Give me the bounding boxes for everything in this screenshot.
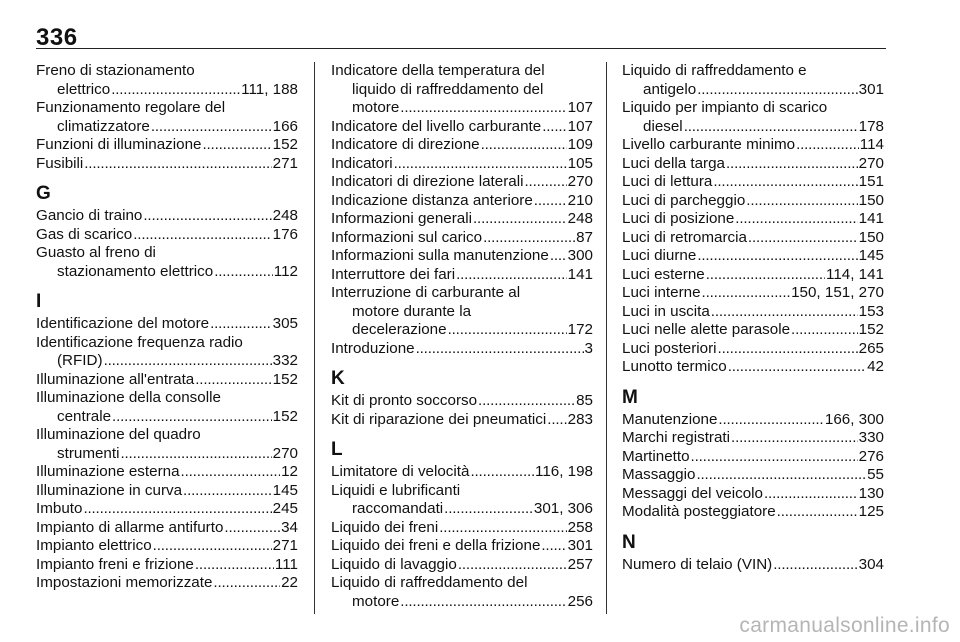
dot-leader xyxy=(133,226,271,245)
dot-leader xyxy=(84,155,271,174)
dot-leader xyxy=(214,263,273,282)
index-entry-text: Luci interne xyxy=(622,284,701,301)
index-page-ref: 125 xyxy=(858,503,884,520)
index-entry-text: Guasto al freno di xyxy=(36,244,156,261)
dot-leader xyxy=(541,537,566,556)
dot-leader xyxy=(183,482,272,501)
dot-leader xyxy=(458,556,567,575)
index-page-ref: 141 xyxy=(858,210,884,227)
index-page-ref: 176 xyxy=(272,225,298,243)
index-entry xyxy=(331,411,593,430)
dot-leader xyxy=(83,500,271,519)
index-letter-heading: I xyxy=(36,291,42,312)
dot-leader xyxy=(684,118,858,137)
dot-leader xyxy=(534,192,567,211)
dot-leader xyxy=(120,445,271,464)
index-page-ref: 150, 151, 270 xyxy=(791,284,884,301)
index-entry xyxy=(331,519,593,538)
dot-leader xyxy=(777,503,858,522)
index-entry-text: Freno di stazionamento xyxy=(36,62,195,79)
index-entry-text: Informazioni sul carico xyxy=(331,228,483,246)
dot-leader xyxy=(473,210,567,229)
index-entry-text: Illuminazione in curva xyxy=(36,481,183,499)
index-page-ref: 42 xyxy=(867,358,884,375)
index-page-ref: 271 xyxy=(272,154,298,172)
index-entry-text: Liquidi e lubrificanti xyxy=(331,481,461,499)
index-entry xyxy=(331,340,593,359)
index-page-ref: 256 xyxy=(567,592,593,610)
dot-leader xyxy=(224,519,280,538)
index-entry-text: Indicatore del livello carburante xyxy=(331,117,542,135)
index-page-ref: 271 xyxy=(272,537,298,554)
index-entry-text: Impianto elettrico xyxy=(36,537,152,554)
index-page-ref: 257 xyxy=(567,555,593,573)
index-page-ref: 152 xyxy=(858,321,884,338)
index-entry xyxy=(622,210,884,229)
index-entry-text: Manutenzione xyxy=(622,410,718,428)
dot-leader xyxy=(702,284,791,303)
index-entry-text: motore durante la xyxy=(352,302,472,320)
index-entry xyxy=(622,284,884,303)
dot-leader xyxy=(791,321,858,340)
index-entry xyxy=(622,155,884,174)
index-entry-text: Luci diurne xyxy=(622,247,697,264)
index-entry-text: Indicatore della temperatura del xyxy=(331,62,545,79)
index-entry-text: diesel xyxy=(643,117,683,135)
index-entry xyxy=(331,574,593,611)
index-page-ref: 152 xyxy=(272,407,298,425)
index-entry xyxy=(622,429,884,448)
index-entry xyxy=(36,226,298,245)
index-entry xyxy=(36,389,298,426)
index-page-ref: 330 xyxy=(858,429,884,446)
index-page-ref: 332 xyxy=(272,352,298,369)
index-entry-text: Informazioni generali xyxy=(331,210,472,227)
index-entry xyxy=(36,426,298,463)
index-page-ref: 166, 300 xyxy=(824,410,884,428)
index-entry xyxy=(36,482,298,501)
index-page-ref: 150 xyxy=(858,228,884,246)
index-page-ref: 152 xyxy=(272,370,298,388)
dot-leader xyxy=(796,136,859,155)
index-page-ref: 116, 198 xyxy=(535,463,593,480)
index-page-ref: 210 xyxy=(567,191,593,209)
index-entry xyxy=(36,463,298,482)
dot-leader xyxy=(202,136,271,155)
index-entry xyxy=(622,192,884,211)
dot-leader xyxy=(718,340,858,359)
index-page-ref: 107 xyxy=(567,99,593,116)
index-page-ref: 151 xyxy=(858,173,884,190)
index-entry xyxy=(331,192,593,211)
index-entry-text: Luci di retromarcia xyxy=(622,228,747,246)
index-entry xyxy=(622,303,884,322)
index-entry xyxy=(331,284,593,340)
index-entry xyxy=(622,229,884,248)
dot-leader xyxy=(697,247,857,266)
dot-leader xyxy=(143,207,271,226)
index-page-ref: 301 xyxy=(567,537,593,554)
index-entry xyxy=(36,315,298,334)
dot-leader xyxy=(773,556,857,575)
dot-leader xyxy=(547,411,566,430)
index-entry-text: Indicatori di direzione laterali xyxy=(331,173,524,190)
index-page-ref: 145 xyxy=(272,481,298,499)
index-letter-heading: G xyxy=(36,183,51,204)
dot-leader xyxy=(444,500,533,519)
index-entry-text: Funzioni di illuminazione xyxy=(36,136,202,153)
index-page-ref: 114 xyxy=(859,136,884,153)
index-page-ref: 270 xyxy=(272,444,298,462)
index-entry-text: motore xyxy=(352,592,400,610)
index-entry xyxy=(331,482,593,519)
index-entry xyxy=(331,266,593,285)
dot-leader xyxy=(112,408,272,427)
index-entry xyxy=(36,207,298,226)
index-page-ref: 109 xyxy=(567,136,593,153)
dot-leader xyxy=(748,229,858,248)
index-page-ref: 172 xyxy=(567,321,593,338)
index-entry xyxy=(331,136,593,155)
index-page-ref: 258 xyxy=(567,518,593,536)
index-page-ref: 130 xyxy=(858,484,884,502)
index-page-ref: 265 xyxy=(858,339,884,357)
index-entry xyxy=(331,62,593,118)
index-entry xyxy=(331,537,593,556)
index-page-ref: 22 xyxy=(281,574,298,591)
index-entry-text: Numero di telaio (VIN) xyxy=(622,555,773,573)
index-entry xyxy=(622,321,884,340)
index-entry-text: Illuminazione esterna xyxy=(36,463,180,480)
index-entry-text: elettrico xyxy=(57,80,111,98)
index-entry-text: Luci della targa xyxy=(622,154,726,172)
index-entry-text: Liquido di lavaggio xyxy=(331,555,457,573)
index-entry xyxy=(36,519,298,538)
index-entry xyxy=(36,500,298,519)
index-entry-text: Funzionamento regolare del xyxy=(36,99,226,116)
index-page-ref: 105 xyxy=(567,154,593,172)
index-column-3 xyxy=(622,62,884,574)
index-entry-text: Luci di posizione xyxy=(622,210,735,227)
dot-leader xyxy=(718,411,823,430)
dot-leader xyxy=(746,192,857,211)
index-entry xyxy=(36,556,298,575)
index-entry-text: Indicatore di direzione xyxy=(331,136,480,153)
dot-leader xyxy=(726,155,858,174)
dot-leader xyxy=(195,371,271,390)
index-entry-text: Modalità posteggiatore xyxy=(622,503,776,520)
index-entry xyxy=(36,574,298,593)
index-entry xyxy=(36,136,298,155)
dot-leader xyxy=(400,99,566,118)
dot-leader xyxy=(524,173,566,192)
index-page-ref: 283 xyxy=(567,410,593,428)
page-number: 336 xyxy=(36,24,78,51)
index-letter-heading: L xyxy=(331,439,343,460)
index-entry-text: Luci nelle alette parasole xyxy=(622,321,791,338)
dot-leader xyxy=(181,463,281,482)
index-entry xyxy=(622,503,884,522)
index-page-ref: 270 xyxy=(567,173,593,190)
index-entry-text: Illuminazione del quadro xyxy=(36,426,201,443)
index-page-ref: 111 xyxy=(274,555,298,573)
index-entry xyxy=(36,244,298,281)
index-entry-text: Interruttore dei fari xyxy=(331,265,456,283)
index-page-ref: 304 xyxy=(858,555,884,573)
index-page-ref: 305 xyxy=(272,315,298,332)
index-entry-text: Luci di lettura xyxy=(622,173,713,190)
index-entry xyxy=(622,358,884,377)
index-entry-text: Luci in uscita xyxy=(622,302,710,320)
index-entry xyxy=(36,334,298,371)
index-page-ref: 276 xyxy=(858,447,884,465)
index-entry-text: Limitatore di velocità xyxy=(331,463,470,480)
index-entry xyxy=(331,556,593,575)
index-entry xyxy=(36,155,298,174)
index-entry xyxy=(36,371,298,390)
index-entry-text: Informazioni sulla manutenzione xyxy=(331,247,549,264)
index-entry-text: Liquido dei freni e della frizione xyxy=(331,537,541,554)
index-entry xyxy=(622,448,884,467)
index-entry-text: Luci posteriori xyxy=(622,339,717,357)
dot-leader xyxy=(691,448,858,467)
index-entry-text: Fusibili xyxy=(36,154,84,172)
index-entry-text: Luci di parcheggio xyxy=(622,191,746,209)
index-entry-text: Identificazione frequenza radio xyxy=(36,333,243,351)
dot-leader xyxy=(416,340,584,359)
dot-leader xyxy=(151,118,272,137)
index-entry xyxy=(622,556,884,575)
dot-leader xyxy=(210,315,272,334)
index-entry xyxy=(331,392,593,411)
index-column-2 xyxy=(331,62,593,611)
index-entry-text: centrale xyxy=(57,407,112,425)
index-entry-text: Interruzione di carburante al xyxy=(331,284,521,301)
index-entry-text: Liquido di raffreddamento del xyxy=(331,574,528,591)
dot-leader xyxy=(470,463,534,482)
index-entry xyxy=(622,136,884,155)
index-entry-text: Kit di riparazione dei pneumatici xyxy=(331,410,547,428)
index-entry xyxy=(331,118,593,137)
index-entry-text: motore xyxy=(352,99,400,116)
index-page-ref: 178 xyxy=(858,117,884,135)
dot-leader xyxy=(153,537,272,556)
dot-leader xyxy=(456,266,567,285)
column-divider xyxy=(606,62,607,614)
index-entry-text: (RFID) xyxy=(57,352,103,369)
index-entry xyxy=(331,247,593,266)
index-page-ref: 85 xyxy=(576,392,593,409)
dot-leader xyxy=(448,321,567,340)
index-entry-text: Illuminazione della consolle xyxy=(36,389,221,406)
dot-leader xyxy=(394,155,567,174)
index-page-ref: 114, 141 xyxy=(826,265,884,283)
index-entry-text: raccomandati xyxy=(352,500,444,517)
dot-leader xyxy=(478,392,575,411)
index-entry-text: Introduzione xyxy=(331,339,415,357)
index-page-ref: 12 xyxy=(281,463,298,480)
index-page-ref: 300 xyxy=(567,247,593,264)
dot-leader xyxy=(481,136,567,155)
index-entry-text: Liquido per impianto di scarico xyxy=(622,99,828,116)
dot-leader xyxy=(400,593,566,612)
index-page-ref: 107 xyxy=(567,117,593,135)
index-entry xyxy=(622,62,884,99)
index-entry xyxy=(36,62,298,99)
dot-leader xyxy=(104,352,272,371)
index-entry-text: climatizzatore xyxy=(57,117,150,135)
index-entry-text: Impostazioni memorizzate xyxy=(36,574,213,591)
index-entry xyxy=(331,173,593,192)
index-page-ref: 145 xyxy=(858,247,884,264)
index-entry-text: Luci esterne xyxy=(622,265,705,283)
index-entry-text: Kit di pronto soccorso xyxy=(331,392,478,409)
index-page-ref: 166 xyxy=(272,117,298,135)
index-page-ref: 34 xyxy=(281,518,298,536)
index-entry-text: stazionamento elettrico xyxy=(57,262,214,280)
index-column-1 xyxy=(36,62,298,593)
index-entry-text: Illuminazione all'entrata xyxy=(36,370,195,388)
dot-leader xyxy=(439,519,566,538)
index-entry xyxy=(622,485,884,504)
index-entry xyxy=(622,411,884,430)
index-entry-text: Indicatori xyxy=(331,154,393,172)
header-rule xyxy=(36,48,886,49)
index-page-ref: 141 xyxy=(567,265,593,283)
index-entry-text: Imbuto xyxy=(36,500,83,517)
index-entry xyxy=(36,99,298,136)
index-entry-text: liquido di raffreddamento del xyxy=(352,80,544,98)
index-entry xyxy=(622,466,884,485)
index-page-ref: 3 xyxy=(584,339,593,357)
index-entry-text: Liquido dei freni xyxy=(331,518,439,536)
index-entry xyxy=(622,266,884,285)
index-entry xyxy=(36,537,298,556)
dot-leader xyxy=(111,81,240,100)
dot-leader xyxy=(550,247,567,266)
index-entry-text: Marchi registrati xyxy=(622,429,731,446)
dot-leader xyxy=(764,485,858,504)
index-entry-text: Impianto freni e frizione xyxy=(36,555,194,573)
index-page-ref: 153 xyxy=(858,302,884,320)
index-entry-text: Identificazione del motore xyxy=(36,315,210,332)
index-page-ref: 55 xyxy=(867,466,884,483)
index-entry-text: Impianto di allarme antifurto xyxy=(36,518,224,536)
index-entry-text: Lunotto termico xyxy=(622,358,727,375)
index-entry-text: antigelo xyxy=(643,80,697,98)
dot-leader xyxy=(213,574,280,593)
index-page-ref: 150 xyxy=(858,191,884,209)
dot-leader xyxy=(706,266,825,285)
dot-leader xyxy=(696,466,866,485)
column-divider xyxy=(314,62,315,614)
index-page-ref: 248 xyxy=(567,210,593,227)
dot-leader xyxy=(731,429,858,448)
index-letter-heading: M xyxy=(622,386,638,408)
index-entry-text: Gas di scarico xyxy=(36,225,133,243)
index-entry-text: strumenti xyxy=(57,444,120,462)
index-entry-text: Gancio di traino xyxy=(36,207,143,224)
dot-leader xyxy=(195,556,274,575)
index-letter-heading: N xyxy=(622,531,636,553)
index-entry xyxy=(622,247,884,266)
dot-leader xyxy=(697,81,857,100)
index-page-ref: 152 xyxy=(272,136,298,153)
index-entry-text: Martinetto xyxy=(622,447,690,465)
index-entry-text: Livello carburante minimo xyxy=(622,136,796,153)
index-entry-text: Indicazione distanza anteriore xyxy=(331,191,533,209)
index-page-ref: 301 xyxy=(858,80,884,98)
index-entry xyxy=(331,210,593,229)
index-entry xyxy=(622,340,884,359)
index-page-ref: 270 xyxy=(858,154,884,172)
dot-leader xyxy=(711,303,858,322)
index-entry xyxy=(331,229,593,248)
watermark: carmanualsonline.info xyxy=(739,614,950,637)
index-entry xyxy=(331,155,593,174)
index-entry-text: Massaggio xyxy=(622,466,696,483)
dot-leader xyxy=(542,118,566,137)
index-entry xyxy=(622,173,884,192)
index-page-ref: 301, 306 xyxy=(533,500,593,517)
index-entry-text: Liquido di raffreddamento e xyxy=(622,62,807,79)
dot-leader xyxy=(713,173,857,192)
index-page-ref: 112 xyxy=(273,262,298,280)
dot-leader xyxy=(735,210,857,229)
index-page-ref: 248 xyxy=(272,207,298,224)
index-page-ref: 111, 188 xyxy=(241,80,298,98)
index-entry-text: Messaggi del veicolo xyxy=(622,484,763,502)
index-entry xyxy=(331,463,593,482)
index-entry-text: decelerazione xyxy=(352,321,447,338)
dot-leader xyxy=(728,358,866,377)
index-letter-heading: K xyxy=(331,368,345,389)
index-entry xyxy=(622,99,884,136)
index-page-ref: 87 xyxy=(576,228,593,246)
dot-leader xyxy=(483,229,575,248)
index-page-ref: 245 xyxy=(272,500,298,517)
